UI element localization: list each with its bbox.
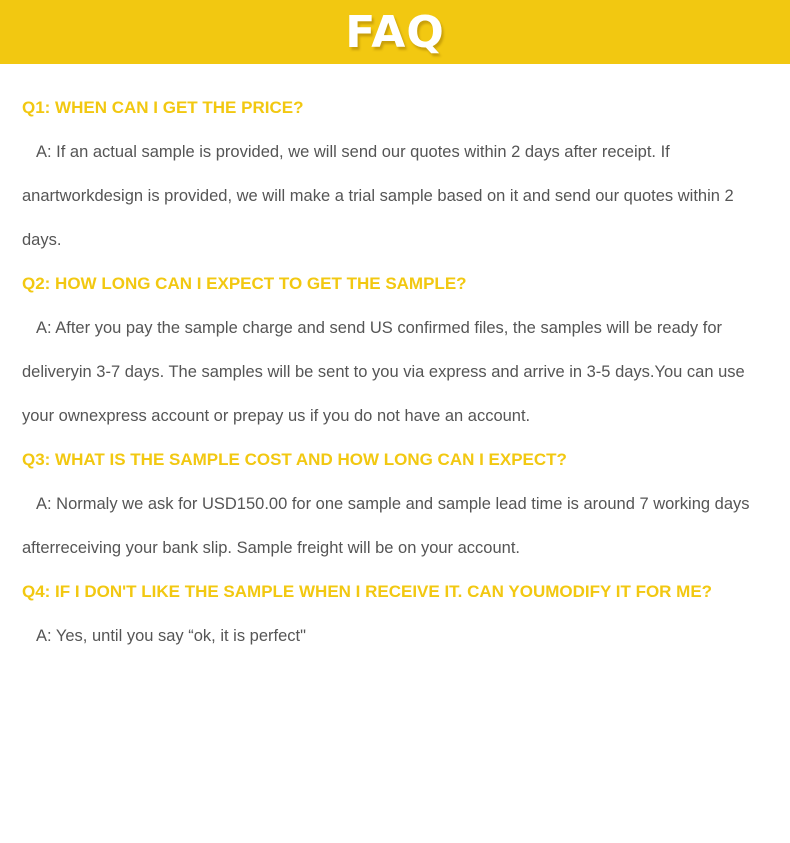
- faq-answer: A: If an actual sample is provided, we will send our quotes within 2 days after receipt. If anartworkdesign is provided, we will make a trial sample based on it and send our quotes within 2 days.: [22, 143, 734, 249]
- faq-answer: A: Normaly we ask for USD150.00 for one sample and sample lead time is around 7 working days afterreceiving your bank slip. Sample freight will be on your account.: [22, 495, 750, 557]
- faq-item-q4: [22, 570, 774, 658]
- faq-item-q1: [22, 86, 774, 262]
- faq-question: Q4: IF I DON'T LIKE THE SAMPLE WHEN I RECEIVE IT. CAN YOUMODIFY IT FOR ME?: [22, 582, 713, 601]
- faq-question: Q3: WHAT IS THE SAMPLE COST AND HOW LONG CAN I EXPECT?: [22, 450, 567, 469]
- faq-answer: A: Yes, until you say “ok, it is perfect": [36, 627, 306, 645]
- faq-header-banner: [0, 0, 790, 64]
- page-title: FAQ: [345, 7, 445, 58]
- faq-question: Q2: HOW LONG CAN I EXPECT TO GET THE SAMPLE?: [22, 274, 467, 293]
- faq-item-q2: [22, 262, 774, 438]
- faq-list: [22, 86, 774, 658]
- faq-question: Q1: WHEN CAN I GET THE PRICE?: [22, 98, 304, 117]
- faq-item-q3: [22, 438, 774, 570]
- faq-answer: A: After you pay the sample charge and send US confirmed files, the samples will be ready for deliveryin 3-7 days. The samples will be sent to you via express and arrive in 3-5 days.You can use your ownexpress account or prepay us if you do not have an account.: [22, 319, 745, 425]
